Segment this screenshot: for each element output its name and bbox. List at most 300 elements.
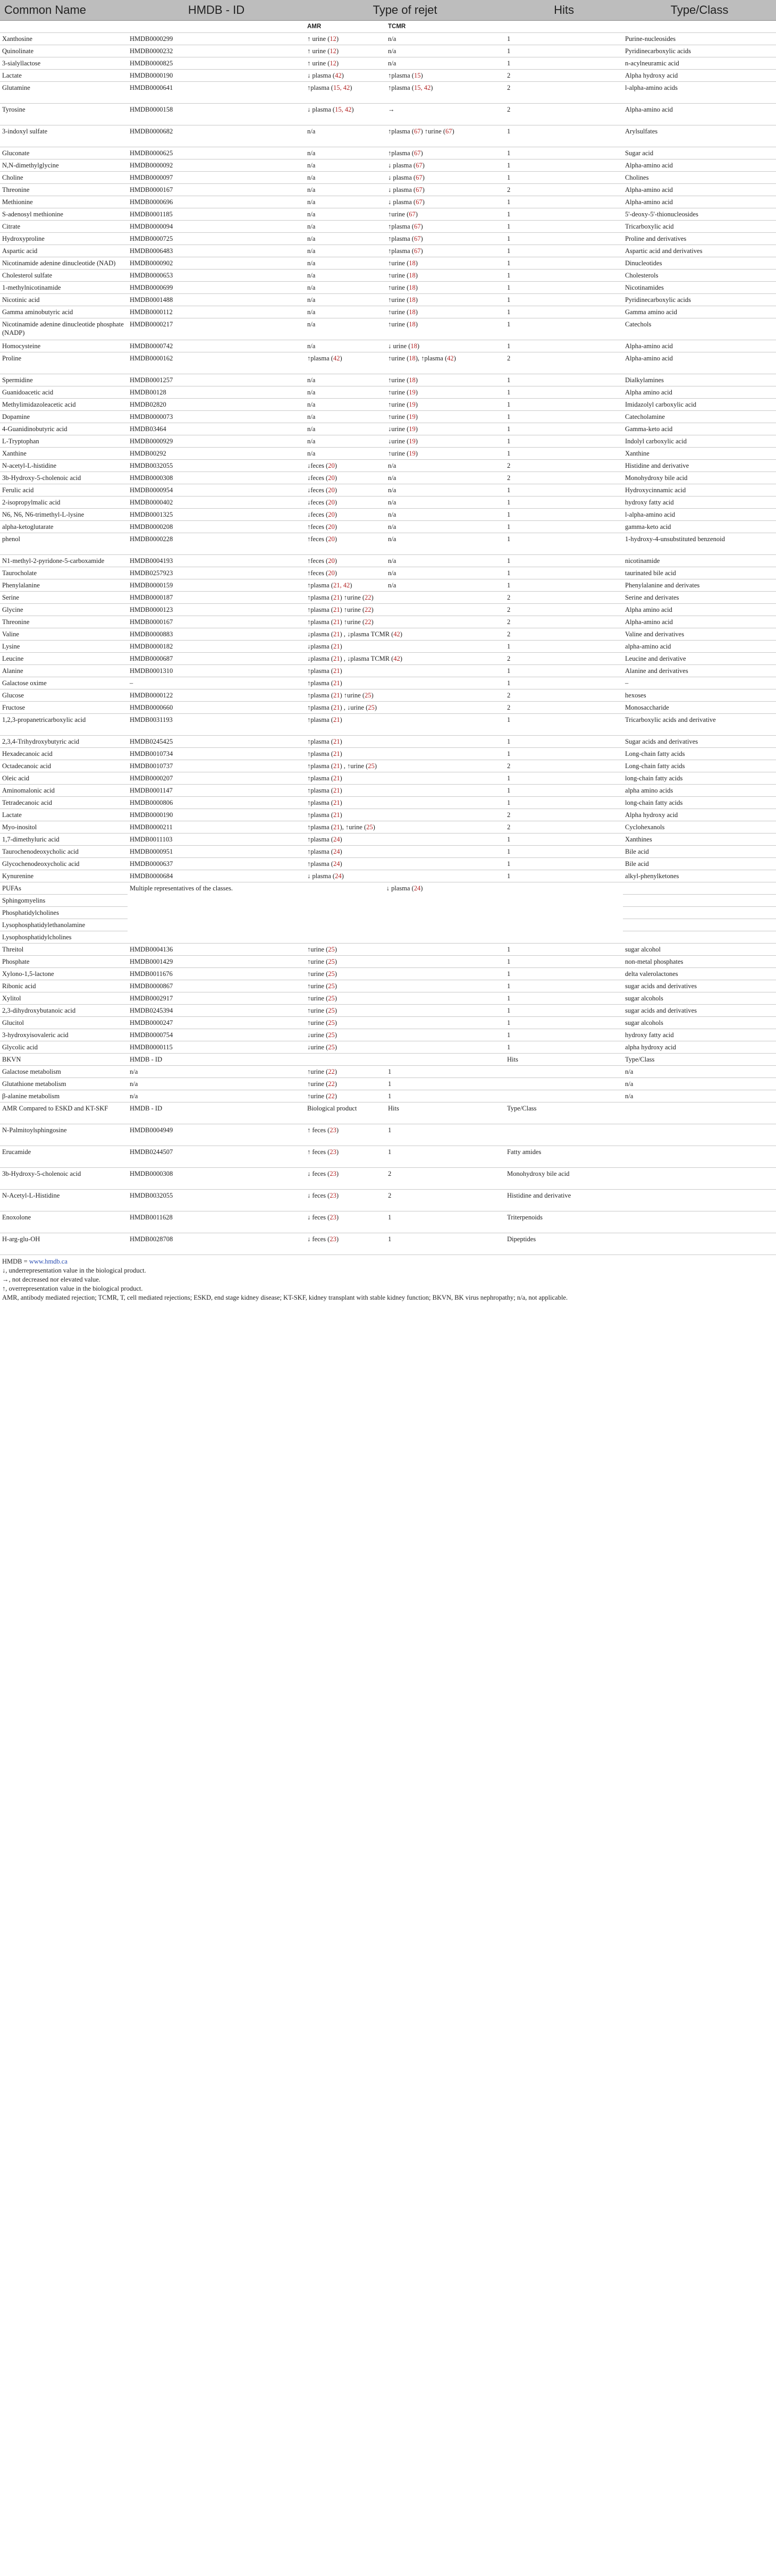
cell-hits: 1 <box>505 257 623 270</box>
reference-link[interactable]: 21 <box>333 716 340 723</box>
cell-type-class: Monosaccharide <box>623 702 776 714</box>
reference-link[interactable]: 12 <box>330 60 336 67</box>
table-row <box>0 1211 776 1233</box>
subheader-empty <box>505 21 623 33</box>
reference-link[interactable]: 24 <box>333 860 340 868</box>
cell-hmdb-id: Multiple representatives of the classes. <box>128 882 305 944</box>
cell-hmdb-id: HMDB00292 <box>128 448 305 460</box>
table-row <box>0 992 776 1005</box>
reference-link[interactable]: 25 <box>328 946 335 953</box>
cell-hmdb-id: HMDB0000637 <box>128 858 305 870</box>
cell-type-class: Alpha-amino acid <box>623 184 776 196</box>
table-row <box>0 208 776 221</box>
cell-tcmr: n/a <box>386 533 505 555</box>
reference-link[interactable]: 67 <box>416 162 423 169</box>
cell-hmdb-id: HMDB0000625 <box>128 147 305 159</box>
cell-amr: ↑urine (25) <box>305 992 505 1005</box>
cell-hmdb-id: HMDB0000742 <box>128 340 305 352</box>
table-row <box>0 821 776 834</box>
reference-link[interactable]: 25 <box>328 1031 335 1039</box>
reference-link[interactable]: 12 <box>330 47 336 55</box>
reference-link[interactable]: 15 <box>414 72 421 79</box>
reference-link[interactable]: 25 <box>328 958 335 965</box>
cell-hmdb-id: HMDB0000725 <box>128 233 305 245</box>
cell-hmdb-id: HMDB0002917 <box>128 992 305 1005</box>
reference-link[interactable]: 19 <box>409 389 416 396</box>
reference-link[interactable]: 23 <box>330 1192 336 1199</box>
reference-link[interactable]: 23 <box>330 1126 336 1134</box>
reference-link[interactable]: 67 <box>416 186 423 193</box>
reference-link[interactable]: 20 <box>328 499 335 506</box>
reference-link[interactable]: 25 <box>328 1007 335 1014</box>
cell-type-class: Proline and derivatives <box>623 233 776 245</box>
header-common-name: Common Name <box>0 0 128 21</box>
reference-link[interactable]: 25 <box>328 995 335 1002</box>
reference-link[interactable]: 67 <box>409 211 416 218</box>
footnote-line: AMR, antibody mediated rejection; TCMR, T, cell mediated rejections; ESKD, end stage kidney disease; KT-SKF, kidney transplant with stable kidney function; BKVN, BK virus nephropathy; n/a, not applicable. <box>2 1294 568 1301</box>
reference-link[interactable]: 42 <box>393 630 400 638</box>
cell-type-class: Indolyl carboxylic acid <box>623 435 776 448</box>
hmdb-link[interactable]: www.hmdb.ca <box>29 1258 68 1265</box>
reference-link[interactable]: 15, 42 <box>414 84 431 91</box>
reference-link[interactable]: 22 <box>328 1080 335 1088</box>
cell-hits: 2 <box>505 82 623 104</box>
reference-link[interactable]: 21 <box>333 811 340 819</box>
reference-link[interactable]: 25 <box>328 1043 335 1051</box>
cell-hits: 2 <box>505 760 623 772</box>
reference-link[interactable]: 42 <box>447 355 454 362</box>
cell-amr: ↑plasma (21) <box>305 736 505 748</box>
reference-link[interactable]: 18 <box>410 342 417 350</box>
cell-type-class: long-chain fatty acids <box>623 797 776 809</box>
cell-hmdb-id: HMDB0245425 <box>128 736 305 748</box>
reference-link[interactable]: 23 <box>330 1214 336 1221</box>
reference-link[interactable]: 18 <box>409 376 416 384</box>
reference-link[interactable]: 25 <box>328 1019 335 1026</box>
cell-hmdb-id: HMDB0000299 <box>128 33 305 45</box>
reference-link[interactable]: 24 <box>333 836 340 843</box>
cell-type-class: Fatty amides <box>505 1146 776 1168</box>
cell-type-class: l-alpha-amino acids <box>623 82 776 104</box>
reference-link[interactable]: 21 <box>333 704 340 711</box>
cell-hits: 1 <box>505 374 623 386</box>
reference-link[interactable]: 21 <box>333 692 340 699</box>
cell-hits: 1 <box>505 33 623 45</box>
table-row <box>0 1124 776 1146</box>
cell-hmdb-id: HMDB0006483 <box>128 245 305 257</box>
cell-hits: 1 <box>386 1090 623 1102</box>
cell-hmdb-id: HMDB03464 <box>128 423 305 435</box>
cell-hmdb-id: HMDB0000806 <box>128 797 305 809</box>
reference-link[interactable]: 12 <box>330 35 336 43</box>
cell-type-class: Cholesterols <box>623 270 776 282</box>
cell-amr: ↓plasma (21) , ↓plasma TCMR (42) <box>305 628 505 641</box>
footnote-hmdb-prefix: HMDB = <box>2 1258 29 1265</box>
reference-link[interactable]: 23 <box>330 1170 336 1177</box>
cell-hits: 1 <box>505 1017 623 1029</box>
cell-hmdb-id: HMDB0032055 <box>128 460 305 472</box>
cell-hits: 1 <box>505 509 623 521</box>
footnote-line: ↓, underrepresentation value in the biological product. <box>2 1267 146 1274</box>
table-row <box>0 484 776 496</box>
reference-link[interactable]: 19 <box>409 401 416 408</box>
reference-link[interactable]: 18 <box>409 259 416 267</box>
cell-hits: 1 <box>505 944 623 956</box>
table-row <box>0 968 776 980</box>
cell-tcmr: n/a <box>386 521 505 533</box>
cell-type-class: Cholines <box>623 172 776 184</box>
cell-type-class: – <box>623 677 776 689</box>
cell-tcmr: ↑urine (18) <box>386 374 505 386</box>
cell-tcmr: n/a <box>386 567 505 579</box>
reference-link[interactable]: 21 <box>333 618 340 626</box>
reference-link[interactable]: 25 <box>368 704 375 711</box>
cell-common-name: Xylono-1,5-lactone <box>0 968 128 980</box>
table-row <box>0 956 776 968</box>
cell-type-class: l-alpha-amino acid <box>623 509 776 521</box>
cell-common-name: Phosphatidylcholines <box>0 907 128 919</box>
subheader-row <box>0 21 776 33</box>
table-row <box>0 33 776 45</box>
cell-common-name: Kynurenine <box>0 870 128 882</box>
reference-link[interactable]: 21 <box>333 643 340 650</box>
reference-link[interactable]: 67 <box>416 174 423 181</box>
cell-common-name: Glutamine <box>0 82 128 104</box>
cell-type-class: Histidine and derivative <box>505 1190 776 1211</box>
cell-amr: ↑plasma (21) <box>305 677 505 689</box>
cell-hits: 1 <box>505 677 623 689</box>
cell-type-class: alkyl-phenylketones <box>623 870 776 882</box>
cell-hits: 2 <box>505 628 623 641</box>
cell-amr: n/a <box>305 282 386 294</box>
subheader-tcmr: TCMR <box>386 21 505 33</box>
table-row <box>0 772 776 785</box>
cell-tcmr: ↑urine (18) <box>386 270 505 282</box>
cell-hits: 1 <box>505 423 623 435</box>
cell-type-class: Leucine and derivative <box>623 653 776 665</box>
table-row <box>0 1005 776 1017</box>
reference-link[interactable]: 21 <box>333 667 340 675</box>
cell-common-name: Galactose oxime <box>0 677 128 689</box>
reference-link[interactable]: 20 <box>328 511 335 518</box>
reference-link[interactable]: 21 <box>333 775 340 782</box>
cell-hmdb-id: HMDB0000682 <box>128 125 305 147</box>
cell-hmdb-id: HMDB0000073 <box>128 411 305 423</box>
cell-amr: n/a <box>305 208 386 221</box>
table-row <box>0 567 776 579</box>
reference-link[interactable]: 24 <box>414 885 421 892</box>
cell-hits: 2 <box>386 1190 505 1211</box>
cell-type-class: alpha-amino acid <box>623 641 776 653</box>
cell-hits: 2 <box>505 821 623 834</box>
footnote-line: →, not decreased nor elevated value. <box>2 1276 100 1283</box>
cell-amr: n/a <box>305 448 386 460</box>
table-row <box>0 653 776 665</box>
cell-type-class: Long-chain fatty acids <box>623 748 776 760</box>
cell-type-class: Long-chain fatty acids <box>623 760 776 772</box>
reference-link[interactable]: 23 <box>330 1148 336 1156</box>
cell-hits: 1 <box>505 797 623 809</box>
subheader-amr: AMR <box>305 21 386 33</box>
cell-hits: 1 <box>505 968 623 980</box>
subheader-empty <box>0 21 128 33</box>
cell-amr: ↑feces (20) <box>305 567 386 579</box>
cell-hmdb-id: HMDB0000902 <box>128 257 305 270</box>
reference-link[interactable]: 21 <box>333 823 340 831</box>
reference-link[interactable]: 21, 42 <box>333 582 350 589</box>
cell-amr: ↑feces (20) <box>305 555 386 567</box>
cell-amr: ↑urine (22) <box>305 1090 386 1102</box>
cell-type-class: sugar acids and derivatives <box>623 1005 776 1017</box>
cell-common-name: Gamma aminobutyric acid <box>0 306 128 318</box>
reference-link[interactable]: 67 <box>414 128 421 135</box>
reference-link[interactable]: 23 <box>330 1235 336 1243</box>
reference-link[interactable]: 21 <box>333 750 340 757</box>
cell-tcmr: ↑urine (18) <box>386 318 505 340</box>
cell-amr: n/a <box>305 245 386 257</box>
reference-link[interactable]: 20 <box>328 535 335 543</box>
reference-link[interactable]: 21 <box>333 799 340 806</box>
cell-amr: n/a <box>305 399 386 411</box>
cell-hits: 1 <box>505 221 623 233</box>
cell-amr: n/a <box>305 147 386 159</box>
table-row <box>0 579 776 592</box>
reference-link[interactable]: 19 <box>409 450 416 457</box>
reference-link[interactable]: 19 <box>409 425 416 433</box>
cell-hits: 1 <box>505 665 623 677</box>
cell-common-name: 4-Guanidinobutyric acid <box>0 423 128 435</box>
cell-amr: n/a <box>305 411 386 423</box>
cell-hits: 1 <box>505 270 623 282</box>
cell-amr: ↑urine (22) <box>305 1066 386 1078</box>
reference-link[interactable]: 22 <box>328 1092 335 1100</box>
cell-common-name: Lysophosphatidylcholines <box>0 931 128 944</box>
footnote-line: ↑, overrepresentation value in the biological product. <box>2 1285 143 1292</box>
reference-link[interactable]: 67 <box>445 128 452 135</box>
table-row <box>0 496 776 509</box>
cell-hmdb-id: HMDB0000653 <box>128 270 305 282</box>
reference-link[interactable]: 67 <box>414 247 421 255</box>
bkvn-header-name: BKVN <box>0 1054 128 1066</box>
cell-type-class: Alpha amino acid <box>623 604 776 616</box>
cell-tcmr: → <box>386 104 505 125</box>
cell-type-class: Tricarboxylic acid <box>623 221 776 233</box>
cell-hits: 1 <box>505 208 623 221</box>
reference-link[interactable]: 15, 42 <box>333 84 350 91</box>
cell-tcmr: ↓ plasma (67) <box>386 184 505 196</box>
cell-amr: ↓feces (20) <box>305 484 386 496</box>
cell-hmdb-id: HMDB0000182 <box>128 641 305 653</box>
header-type-class: Type/Class <box>623 0 776 21</box>
cell-hmdb-id: n/a <box>128 1090 305 1102</box>
cell-common-name: 3b-Hydroxy-5-cholenoic acid <box>0 472 128 484</box>
cell-amr: ↓ plasma (24) <box>305 870 505 882</box>
reference-link[interactable]: 18 <box>409 355 416 362</box>
reference-link[interactable]: 25 <box>328 982 335 990</box>
cell-hits: 1 <box>386 1124 505 1146</box>
reference-link[interactable]: 15, 42 <box>335 106 352 113</box>
reference-link[interactable]: 18 <box>409 308 416 316</box>
table-row <box>0 509 776 521</box>
reference-link[interactable]: 24 <box>335 872 342 880</box>
cell-type-class: hydroxy fatty acid <box>623 1029 776 1041</box>
table-row <box>0 282 776 294</box>
reference-link[interactable]: 25 <box>365 692 372 699</box>
reference-link[interactable]: 67 <box>416 198 423 206</box>
reference-link[interactable]: 18 <box>409 272 416 279</box>
table-row <box>0 714 776 736</box>
cell-amr: ↑plasma (21) ↑urine (22) <box>305 616 505 628</box>
cell-common-name: N-Acetyl-L-Histidine <box>0 1190 128 1211</box>
table-row <box>0 628 776 641</box>
cell-common-name: Lactate <box>0 809 128 821</box>
reference-link[interactable]: 19 <box>409 413 416 420</box>
reference-link[interactable]: 21 <box>333 606 340 613</box>
table-row <box>0 82 776 104</box>
reference-link[interactable]: 19 <box>409 437 416 445</box>
cell-amr: ↑plasma (24) <box>305 846 505 858</box>
cell-hmdb-id: HMDB0011676 <box>128 968 305 980</box>
cell-common-name: Dopamine <box>0 411 128 423</box>
reference-link[interactable]: 67 <box>414 223 421 230</box>
cell-hits: 1 <box>505 736 623 748</box>
cell-hits: 1 <box>505 172 623 184</box>
cell-amr: ↓feces (20) <box>305 509 386 521</box>
cell-type-class: Alpha-amino acid <box>623 104 776 125</box>
reference-link[interactable]: 21 <box>333 679 340 687</box>
table-row <box>0 147 776 159</box>
cell-tcmr: ↓ plasma (67) <box>386 159 505 172</box>
bkvn-header-empty <box>305 1054 505 1066</box>
section-header-row <box>0 1054 776 1066</box>
cell-common-name: Lysophosphatidylethanolamine <box>0 919 128 931</box>
cell-tcmr: n/a <box>386 57 505 70</box>
reference-link[interactable]: 22 <box>365 618 372 626</box>
cell-type-class: sugar alcohol <box>623 944 776 956</box>
cell-amr: n/a <box>305 435 386 448</box>
cell-amr: ↑plasma (21) , ↑urine (25) <box>305 760 505 772</box>
table-body <box>0 21 776 1255</box>
subheader-empty <box>128 21 305 33</box>
reference-link[interactable]: 20 <box>328 474 335 482</box>
cell-hits: 2 <box>505 460 623 472</box>
cell-amr: n/a <box>305 125 386 147</box>
cell-amr: n/a <box>305 233 386 245</box>
cell-amr: ↓ plasma (24) <box>305 882 505 944</box>
cell-amr: n/a <box>305 221 386 233</box>
cell-amr: ↑plasma (21) ↑urine (22) <box>305 604 505 616</box>
cell-common-name: Erucamide <box>0 1146 128 1168</box>
cell-common-name: Taurochenodeoxycholic acid <box>0 846 128 858</box>
table-row <box>0 521 776 533</box>
reference-link[interactable]: 22 <box>365 594 372 601</box>
cell-tcmr: ↑plasma (67) <box>386 147 505 159</box>
cell-type-class <box>623 919 776 931</box>
cell-hits <box>505 882 623 944</box>
reference-link[interactable]: 22 <box>365 606 372 613</box>
cell-amr: n/a <box>305 159 386 172</box>
reference-link[interactable]: 42 <box>393 655 400 662</box>
table-row <box>0 748 776 760</box>
reference-link[interactable]: 24 <box>333 848 340 855</box>
cell-type-class: Alpha amino acid <box>623 386 776 399</box>
reference-link[interactable]: 20 <box>328 569 335 577</box>
reference-link[interactable]: 18 <box>409 321 416 328</box>
cell-hmdb-id: HMDB0000158 <box>128 104 305 125</box>
reference-link[interactable]: 21 <box>333 655 340 662</box>
reference-link[interactable]: 67 <box>414 235 421 242</box>
cell-amr: ↓ feces (23) <box>305 1233 386 1255</box>
cell-amr: ↑urine (25) <box>305 968 505 980</box>
cell-hmdb-id: HMDB0000162 <box>128 352 305 374</box>
cell-tcmr: n/a <box>386 496 505 509</box>
cell-hmdb-id: HMDB0000167 <box>128 616 305 628</box>
cell-amr: ↓urine (25) <box>305 1029 505 1041</box>
reference-link[interactable]: 20 <box>328 486 335 494</box>
table-row <box>0 641 776 653</box>
cell-amr: n/a <box>305 270 386 282</box>
reference-link[interactable]: 20 <box>328 523 335 531</box>
cell-tcmr: ↑plasma (67) <box>386 221 505 233</box>
cell-hmdb-id: HMDB0028708 <box>128 1233 305 1255</box>
table-row <box>0 760 776 772</box>
reference-link[interactable]: 21 <box>333 762 340 770</box>
cell-hits: 2 <box>505 592 623 604</box>
cell-hmdb-id: HMDB0000112 <box>128 306 305 318</box>
reference-link[interactable]: 20 <box>328 557 335 565</box>
cell-hmdb-id: HMDB0001257 <box>128 374 305 386</box>
cell-type-class: Bile acid <box>623 846 776 858</box>
cell-type-class: Imidazolyl carboxylic acid <box>623 399 776 411</box>
cell-hits: 1 <box>386 1211 505 1233</box>
reference-link[interactable]: 42 <box>335 72 342 79</box>
reference-link[interactable]: 22 <box>328 1068 335 1075</box>
cell-hits: 1 <box>505 233 623 245</box>
cell-common-name: Quinolinate <box>0 45 128 57</box>
cell-amr: ↓ feces (23) <box>305 1168 386 1190</box>
reference-link[interactable]: 18 <box>409 284 416 291</box>
table-row <box>0 616 776 628</box>
cell-type-class: n-acylneuramic acid <box>623 57 776 70</box>
cell-amr: n/a <box>305 257 386 270</box>
reference-link[interactable]: 20 <box>328 462 335 469</box>
reference-link[interactable]: 18 <box>409 296 416 304</box>
reference-link[interactable]: 25 <box>368 762 375 770</box>
cell-type-class: long-chain fatty acids <box>623 772 776 785</box>
reference-link[interactable]: 25 <box>328 970 335 978</box>
reference-link[interactable]: 67 <box>414 149 421 157</box>
eskd-header-product: Biological product <box>305 1102 386 1124</box>
cell-type-class: Alpha hydroxy acid <box>623 809 776 821</box>
reference-link[interactable]: 21 <box>333 594 340 601</box>
reference-link[interactable]: 21 <box>333 630 340 638</box>
cell-hmdb-id: HMDB0000094 <box>128 221 305 233</box>
cell-type-class: Bile acid <box>623 858 776 870</box>
cell-common-name: Cholesterol sulfate <box>0 270 128 282</box>
cell-hmdb-id: HMDB0000247 <box>128 1017 305 1029</box>
reference-link[interactable]: 21 <box>333 787 340 794</box>
table-row <box>0 318 776 340</box>
cell-type-class: sugar alcohols <box>623 1017 776 1029</box>
cell-type-class: Alanine and derivatives <box>623 665 776 677</box>
cell-amr: n/a <box>305 374 386 386</box>
cell-tcmr: ↑urine (19) <box>386 411 505 423</box>
reference-link[interactable]: 25 <box>366 823 373 831</box>
cell-amr: ↑urine (25) <box>305 980 505 992</box>
cell-hmdb-id: HMDB0010734 <box>128 748 305 760</box>
reference-link[interactable]: 21 <box>333 738 340 745</box>
reference-link[interactable]: 42 <box>333 355 340 362</box>
